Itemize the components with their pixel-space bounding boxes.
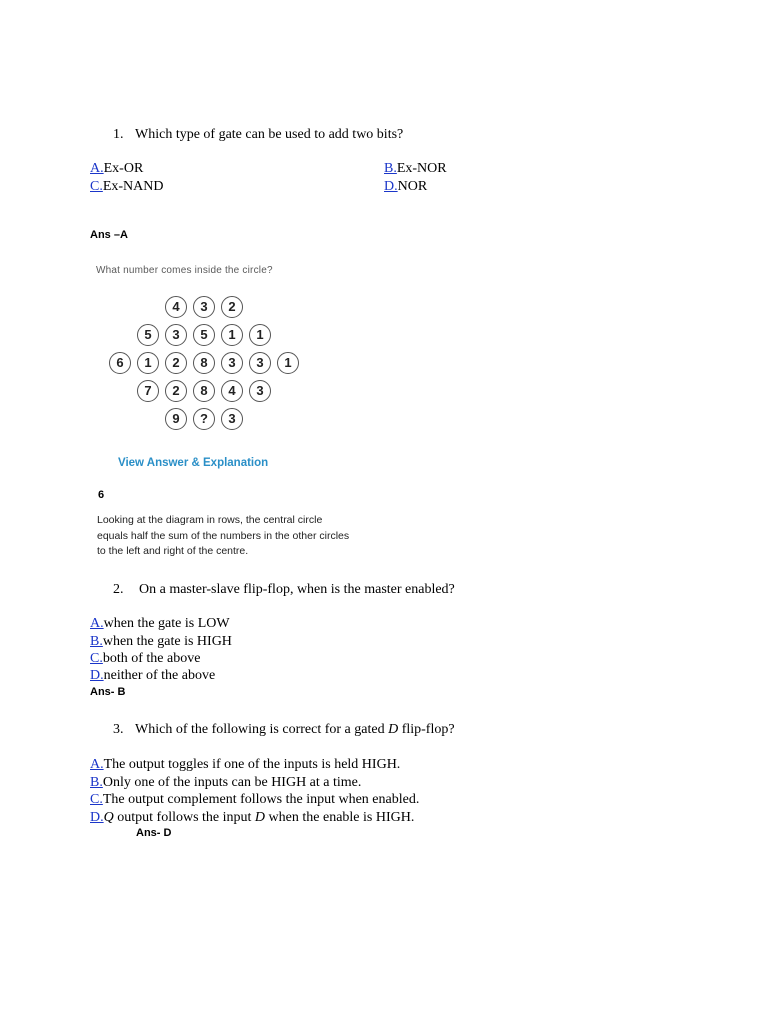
q1-option-a-link[interactable]: A. — [90, 161, 104, 176]
q3-option-c-link[interactable]: C. — [90, 792, 103, 807]
q3-option-b-text: Only one of the inputs can be HIGH at a time. — [102, 775, 362, 790]
q2-option-d-text: neither of the above — [103, 668, 216, 683]
puzzle-circle-unknown: ? — [193, 408, 215, 430]
puzzle-circle: 4 — [221, 380, 243, 402]
puzzle-answer: 6 — [98, 489, 105, 501]
puzzle-explanation-line: Looking at the diagram in rows, the central circle — [97, 514, 323, 526]
q1-option-c — [90, 178, 164, 195]
q3-option-a-text: The output toggles if one of the inputs is held HIGH. — [103, 757, 401, 772]
question-2 — [113, 581, 455, 598]
question-1-text: Which type of gate can be used to add two bits? — [135, 127, 404, 142]
q1-option-a-text: Ex-OR — [103, 161, 144, 176]
puzzle-circle: 1 — [221, 324, 243, 346]
q2-option-c — [90, 650, 200, 667]
q2-option-d-link[interactable]: D. — [90, 668, 104, 683]
q1-option-c-link[interactable]: C. — [90, 179, 103, 194]
puzzle-circle: 3 — [221, 408, 243, 430]
puzzle-circle: 2 — [165, 352, 187, 374]
q3-option-d-italic-q: Q — [103, 810, 114, 825]
q3-option-a-link[interactable]: A. — [90, 757, 104, 772]
q1-option-b-link[interactable]: B. — [384, 161, 397, 176]
puzzle-circle: 3 — [249, 380, 271, 402]
puzzle-circle: 1 — [277, 352, 299, 374]
q3-option-a — [90, 756, 400, 773]
q3-option-c-text: The output complement follows the input when enabled. — [102, 792, 420, 807]
q3-option-b — [90, 774, 361, 791]
question-3-text — [135, 722, 455, 737]
question-3-text-italic: D — [388, 722, 399, 737]
puzzle-circle: 6 — [109, 352, 131, 374]
question-1 — [113, 126, 403, 143]
q2-option-a-link[interactable]: A. — [90, 616, 104, 631]
question-3-number: 3. — [113, 722, 124, 737]
q2-option-c-text: both of the above — [102, 651, 201, 666]
q3-option-d — [90, 809, 414, 826]
q3-option-d-italic-d: D — [254, 810, 266, 825]
view-answer-link[interactable]: View Answer & Explanation — [118, 457, 269, 469]
q2-option-c-link[interactable]: C. — [90, 651, 103, 666]
q3-option-c — [90, 791, 419, 808]
puzzle-explanation-line: to the left and right of the centre. — [97, 545, 249, 557]
puzzle-explanation-line: equals half the sum of the numbers in the other circles — [97, 529, 350, 542]
puzzle-circle: 2 — [221, 296, 243, 318]
q2-option-b-text: when the gate is HIGH — [102, 634, 232, 649]
q3-option-d-text-end: when the enable is HIGH. — [265, 810, 415, 825]
q1-option-d — [384, 178, 427, 195]
puzzle-circle: 9 — [165, 408, 187, 430]
puzzle-circle: 1 — [137, 352, 159, 374]
puzzle-title: What number comes inside the circle? — [96, 265, 273, 276]
puzzle-circle: 1 — [249, 324, 271, 346]
question-2-text: On a master-slave flip-flop, when is the master enabled? — [139, 582, 455, 597]
question-3-text-part: flip-flop? — [398, 722, 455, 737]
q2-option-b — [90, 633, 232, 650]
q3-option-d-link[interactable]: D. — [90, 810, 104, 825]
q1-option-d-link[interactable]: D. — [384, 179, 398, 194]
puzzle-circle: 8 — [193, 380, 215, 402]
question-3 — [113, 721, 455, 738]
q1-option-a — [90, 160, 143, 177]
puzzle-circle: 4 — [165, 296, 187, 318]
q1-option-c-text: Ex-NAND — [102, 179, 164, 194]
q2-option-d — [90, 667, 215, 684]
puzzle-circle: 5 — [193, 324, 215, 346]
q1-option-b — [384, 160, 447, 177]
puzzle-circle: 3 — [165, 324, 187, 346]
q3-option-d-text: output follows the input — [113, 810, 255, 825]
puzzle-circle: 3 — [249, 352, 271, 374]
puzzle-circle: 2 — [165, 380, 187, 402]
q2-answer: Ans- B — [90, 686, 126, 698]
puzzle-circle: 7 — [137, 380, 159, 402]
number-circle-puzzle — [92, 263, 400, 563]
q1-option-b-text: Ex-NOR — [396, 161, 447, 176]
q1-option-d-text: NOR — [397, 179, 428, 194]
q2-option-b-link[interactable]: B. — [90, 634, 103, 649]
q3-answer: Ans- D — [136, 827, 172, 839]
q1-answer: Ans –A — [90, 229, 128, 241]
q2-option-a — [90, 615, 230, 632]
question-1-number: 1. — [113, 127, 124, 142]
puzzle-circle: 8 — [193, 352, 215, 374]
q2-option-a-text: when the gate is LOW — [103, 616, 230, 631]
question-3-text-part: Which of the following is correct for a gated — [135, 722, 389, 737]
puzzle-circle: 3 — [221, 352, 243, 374]
question-2-number: 2. — [113, 582, 124, 597]
puzzle-circle: 5 — [137, 324, 159, 346]
puzzle-explanation — [97, 513, 349, 560]
q3-option-b-link[interactable]: B. — [90, 775, 103, 790]
puzzle-circle: 3 — [193, 296, 215, 318]
